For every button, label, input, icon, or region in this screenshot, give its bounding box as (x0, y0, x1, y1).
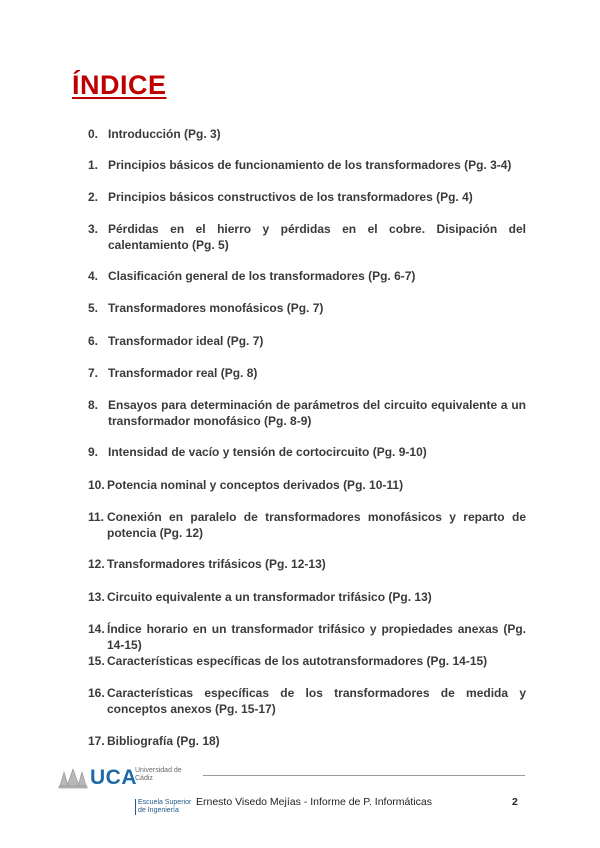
toc-entry-3 (88, 221, 526, 253)
toc-number: 3. (88, 222, 99, 236)
toc-entry-12 (88, 556, 526, 572)
toc-entry-0 (88, 126, 526, 142)
toc-number: 4. (88, 269, 99, 283)
toc-text: Transformador real (Pg. 8) (108, 366, 258, 380)
toc-entry-5 (88, 300, 526, 316)
toc-number: 16. (88, 686, 105, 700)
toc-number: 5. (88, 301, 99, 315)
toc-number: 7. (88, 366, 99, 380)
toc-entry-17 (88, 733, 526, 749)
toc-number: 13. (88, 590, 105, 604)
toc-number: 2. (88, 190, 99, 204)
toc-entry-11 (88, 509, 526, 541)
logo-uca-text: UCA (90, 766, 137, 789)
toc-number: 6. (88, 334, 99, 348)
page-number: 2 (512, 796, 518, 808)
toc-text: Circuito equivalente a un transformador trifásico (Pg. 13) (107, 590, 432, 604)
crest-icon (58, 766, 88, 790)
toc-number: 12. (88, 557, 105, 571)
toc-text: Ensayos para determinación de parámetros del circuito equivalente a un transformador monofásico (Pg. 8-9) (108, 398, 526, 428)
toc-text: Índice horario en un transformador trifásico y propiedades anexas (Pg. 14-15) (107, 622, 526, 652)
toc-text: Pérdidas en el hierro y pérdidas en el cobre. Disipación del calentamiento (Pg. 5) (108, 222, 526, 252)
toc-text: Bibliografía (Pg. 18) (107, 734, 220, 748)
toc-text: Características específicas de los autotransformadores (Pg. 14-15) (107, 654, 488, 668)
toc-number: 11. (88, 510, 105, 524)
toc-number: 14. (88, 622, 105, 636)
toc-text: Características específicas de los transformadores de medida y conceptos anexos (Pg. 15-17) (107, 686, 526, 716)
toc-entry-6 (88, 333, 526, 349)
page-title: ÍNDICE (72, 70, 167, 100)
toc-entry-15 (88, 653, 526, 669)
toc-number: 10. (88, 478, 105, 492)
toc-text: Intensidad de vacío y tensión de cortocircuito (Pg. 9-10) (108, 445, 427, 459)
toc-entry-9 (88, 444, 526, 460)
toc-number: 8. (88, 398, 99, 412)
toc-text: Transformadores monofásicos (Pg. 7) (108, 301, 324, 315)
toc-entry-8 (88, 397, 526, 429)
toc-text: Clasificación general de los transformadores (Pg. 6-7) (108, 269, 416, 283)
toc-entry-7 (88, 365, 526, 381)
toc-entry-14 (88, 621, 526, 653)
toc-number: 17. (88, 734, 105, 748)
toc-entry-13 (88, 589, 526, 605)
toc-text: Introducción (Pg. 3) (108, 127, 221, 141)
toc-text: Transformador ideal (Pg. 7) (108, 334, 264, 348)
toc-number: 15. (88, 654, 105, 668)
footer-author: Ernesto Visedo Mejías - Informe de P. Informáticas (196, 796, 432, 808)
university-logo (58, 766, 198, 814)
footer-divider (203, 775, 525, 776)
logo-school-name: Escuela Superior de Ingeniería (135, 799, 200, 815)
toc-number: 0. (88, 127, 99, 141)
toc-text: Potencia nominal y conceptos derivados (Pg. 10-11) (107, 478, 404, 492)
toc-entry-2 (88, 189, 526, 205)
toc-text: Conexión en paralelo de transformadores monofásicos y reparto de potencia (Pg. 12) (107, 510, 526, 540)
toc-entry-16 (88, 685, 526, 717)
toc-entry-4 (88, 268, 526, 284)
toc-text: Principios básicos constructivos de los transformadores (Pg. 4) (108, 190, 473, 204)
toc-text: Principios básicos de funcionamiento de los transformadores (Pg. 3-4) (108, 158, 512, 172)
toc-text: Transformadores trifásicos (Pg. 12-13) (107, 557, 326, 571)
toc-entry-10 (88, 477, 526, 493)
toc-entry-1 (88, 157, 526, 173)
logo-university-name: Universidad de Cádiz (135, 767, 182, 782)
toc-number: 9. (88, 445, 99, 459)
toc-number: 1. (88, 158, 99, 172)
